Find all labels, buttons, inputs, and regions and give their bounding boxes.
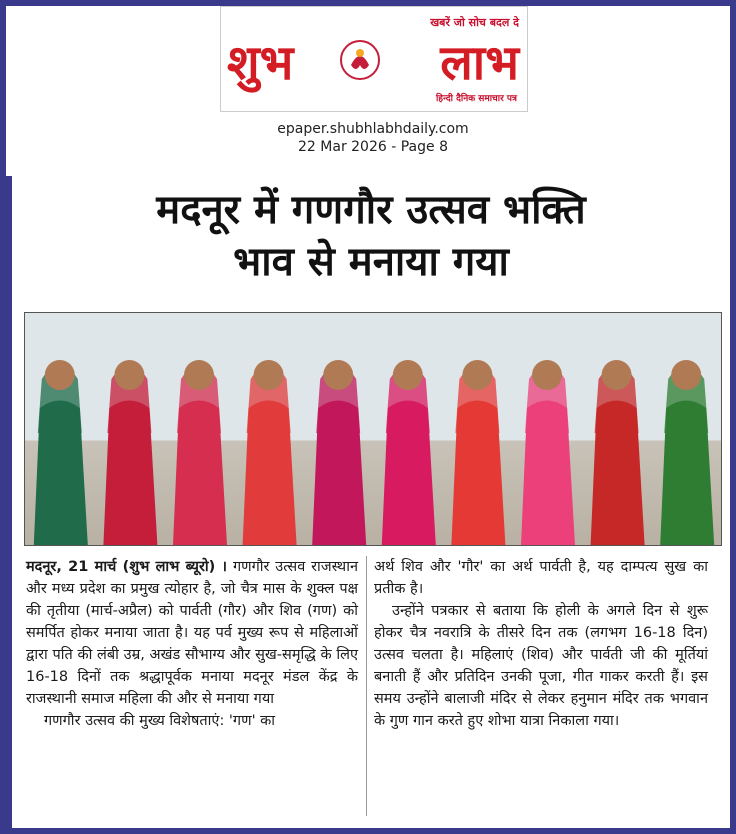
edition-info xyxy=(220,120,526,156)
person-figure xyxy=(243,360,297,545)
article-column-right xyxy=(374,556,708,732)
news-article xyxy=(6,176,730,828)
article-dateline: मदनूर, 21 मार्च (शुभ लाभ ब्यूरो) । xyxy=(26,559,228,575)
person-figure xyxy=(34,360,88,545)
article-column-left xyxy=(26,556,358,732)
article-left-paragraph-1: गणगौर उत्सव राजस्थान और मध्य प्रदेश का प्रमुख त्योहार है, जो चैत्र मास के शुक्ल पक्ष की तृतीया (मार्च-अप्रैल) को पार्वती (गौर) और शिव (गण) को समर्पित होकर मनाया जाता है। यह पर्व मुख्य रूप से महिलाओं द्वारा पति की लंबी उम्र, अखंड सौभाग्य और सुख-समृद्धि के लिए 16-18 दिनों तक श्रद्धापूर्वक मनाया मदनूर मंडल केंद्र के राजस्थानी समाज महिला की और से मनाया गया xyxy=(26,559,358,707)
person-figure xyxy=(591,360,645,545)
person-figure xyxy=(521,360,575,545)
column-divider xyxy=(366,556,367,816)
person-figure xyxy=(382,360,436,545)
article-right-paragraph-1: अर्थ शिव और 'गौर' का अर्थ पार्वती है, यह दाम्पत्य सुख का प्रतीक है। xyxy=(374,559,708,597)
headline-line-1: मदनूर में गणगौर उत्सव भक्ति xyxy=(156,186,586,233)
masthead-tagline: खबरें जो सोच बदल दे xyxy=(430,16,519,29)
person-figure xyxy=(312,360,366,545)
edition-date-page: 22 Mar 2026 - Page 8 xyxy=(298,139,448,155)
article-headline xyxy=(12,184,730,288)
article-photo xyxy=(24,312,722,546)
group-photo-illustration xyxy=(25,313,721,545)
person-figure xyxy=(103,360,157,545)
article-right-paragraph-2: उन्होंने पत्रकार से बताया कि होली के अगले दिन से शुरू होकर चैत्र नवरात्रि के तीसरे दिन तक (लगभग 16-18 दिन) उत्सव चलता है। महिलाएं (शिव) और पार्वती जी की मूर्तियां बनाती हैं और प्रतिदिन उनकी पूजा, गीत गाकर करती हैं। इस समय उन्होंने बालाजी मंदिर से लेकर हनुमान मंदिर तक भगवान के गुण गान करते हुए शोभा यात्रा निकाला गया। xyxy=(374,603,708,729)
ganesha-logo-icon xyxy=(339,39,381,81)
epaper-page xyxy=(6,6,730,828)
person-figure xyxy=(451,360,505,545)
article-left-paragraph-2: गणगौर उत्सव की मुख्य विशेषताएं: 'गण' का xyxy=(44,713,276,729)
logo-text-left: शुभ xyxy=(227,35,294,91)
person-figure xyxy=(660,360,714,545)
logo-text-right: लाभ xyxy=(440,35,519,91)
headline-line-2: भाव से मनाया गया xyxy=(233,238,509,285)
site-url[interactable]: epaper.shubhlabhdaily.com xyxy=(277,121,469,137)
newspaper-masthead[interactable] xyxy=(220,6,528,112)
person-figure xyxy=(173,360,227,545)
masthead-subtitle: हिन्दी दैनिक समाचार पत्र xyxy=(435,94,517,104)
